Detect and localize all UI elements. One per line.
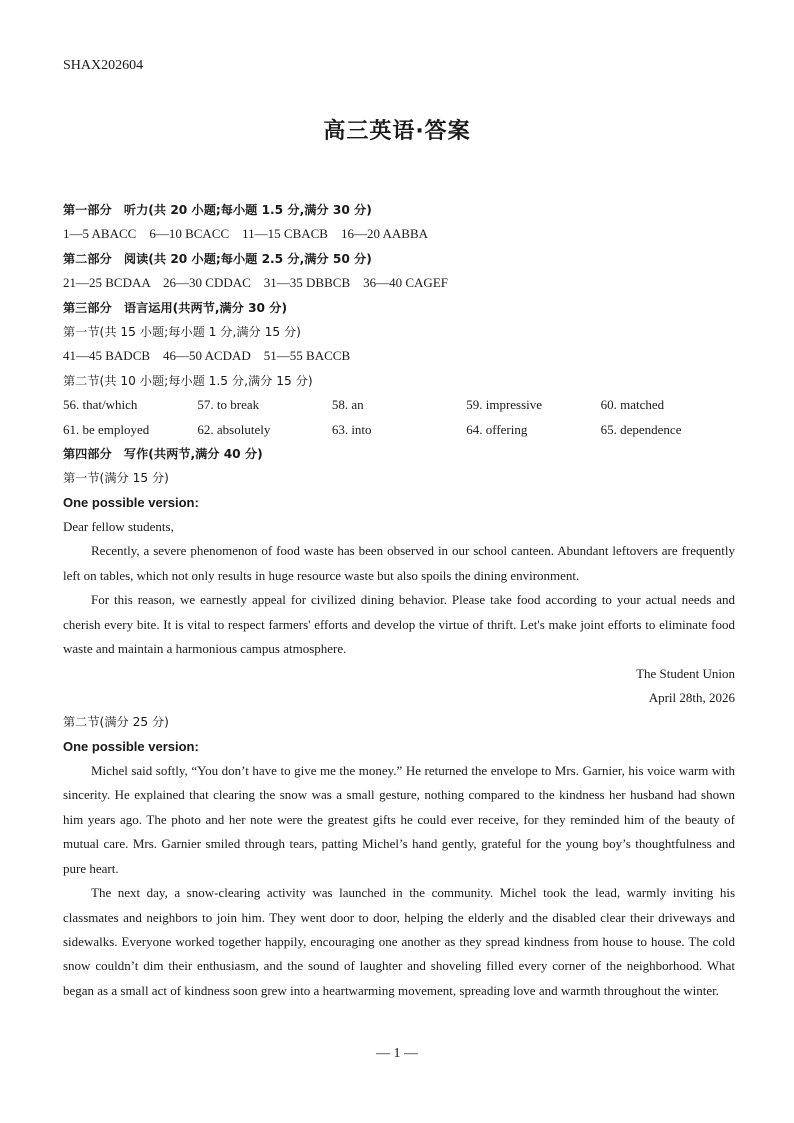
fill-answer: 58. an xyxy=(331,397,364,413)
part3-heading: 第三部分 语言运用(共两节,满分 30 分) xyxy=(63,300,288,315)
fill-answer: 64. offering xyxy=(466,421,528,437)
letter-salutation: Dear fellow students, xyxy=(63,519,174,535)
letter-paragraph: Recently, a severe phenomenon of food waste has been observed in our school canteen. Abundant leftovers are frequently left on tables, which not only results in huge resource waste but also spoils the dining environment. xyxy=(63,543,735,583)
letter-paragraph: For this reason, we earnestly appeal for civilized dining behavior. Please take food according to your actual needs and cherish every bite. It is vital to respect farmers' efforts and develop the virtue of thrift. Let's make joint efforts to eliminate food waste and maintain a harmonious campus atmosphere. xyxy=(63,592,735,657)
part1-heading: 第一部分 听力(共 20 小题;每小题 1.5 分,满分 30 分) xyxy=(63,203,372,217)
fill-answer: 59. impressive xyxy=(466,397,543,413)
fill-answer: 65. dependence xyxy=(600,421,682,437)
story-paragraph: Michel said softly, “You don’t have to give me the money.” He returned the envelope to Mrs. Garnier, his voice warm with sincerity. He explained that clearing the snow was a small gesture, nothing compared to the kindness her husband had shown him years ago. The photo and her note were the greatest gifts he could ever receive, for they reminded him of the beauty of mutual care. Mrs. Garnier smiled through tears, patting Michel’s hand gently, grateful for the young boy’s thoughtfulness and pure heart. xyxy=(63,763,735,876)
fill-answer: 63. into xyxy=(331,421,372,437)
part4-section1-heading: 第一节(满分 15 分) xyxy=(63,471,169,486)
story-paragraph: The next day, a snow-clearing activity was launched in the community. Michel took the lead, warmly inviting his classmates and neighbors to join him. They went door to door, helping the elderly and the disabled clear their driveways and sidewalks. Everyone worked together happily, encouraging one another as they spread kindness from house to house. The cold snow couldn’t dim their enthusiasm, and the sound of laughter and shoveling filled every corner of the neighborhood. What began as a small act of kindness soon grew into a heartwarming movement, spreading love and warmth throughout the winter. xyxy=(63,885,735,998)
fill-answer: 61. be employed xyxy=(63,421,150,437)
part3-section2-heading: 第二节(共 10 小题;每小题 1.5 分,满分 15 分) xyxy=(63,373,313,388)
part2-answers: 21—25 BCDAA 26—30 CDDAC 31—35 DBBCB 36—40 CAGEF xyxy=(63,275,448,291)
part4-section2-heading: 第二节(满分 25 分) xyxy=(63,715,169,730)
fill-answer: 60. matched xyxy=(600,397,665,413)
page-number: — 1 — xyxy=(376,1046,418,1061)
version-label: One possible version: xyxy=(63,494,199,510)
letter-date: April 28th, 2026 xyxy=(648,689,735,705)
part3-section1-heading: 第一节(共 15 小题;每小题 1 分,满分 15 分) xyxy=(63,324,301,339)
fill-answers-row-1 xyxy=(63,393,735,417)
version-label: One possible version: xyxy=(63,738,199,754)
document-code: SHAX202604 xyxy=(63,58,144,73)
fill-answers-row-2 xyxy=(63,418,735,442)
part4-heading: 第四部分 写作(共两节,满分 40 分) xyxy=(63,446,263,461)
part1-answers: 1—5 ABACC 6—10 BCACC 11—15 CBACB 16—20 AABBA xyxy=(63,226,429,242)
answer-content xyxy=(63,198,735,1003)
part2-heading: 第二部分 阅读(共 20 小题;每小题 2.5 分,满分 50 分) xyxy=(63,251,372,266)
page-title: 高三英语·答案 xyxy=(323,119,471,144)
fill-answer: 56. that/which xyxy=(63,397,138,413)
letter-signature: The Student Union xyxy=(636,665,735,681)
part3-section1-answers: 41—45 BADCB 46—50 ACDAD 51—55 BACCB xyxy=(63,348,351,364)
fill-answer: 57. to break xyxy=(197,397,260,413)
fill-answer: 62. absolutely xyxy=(197,421,271,437)
